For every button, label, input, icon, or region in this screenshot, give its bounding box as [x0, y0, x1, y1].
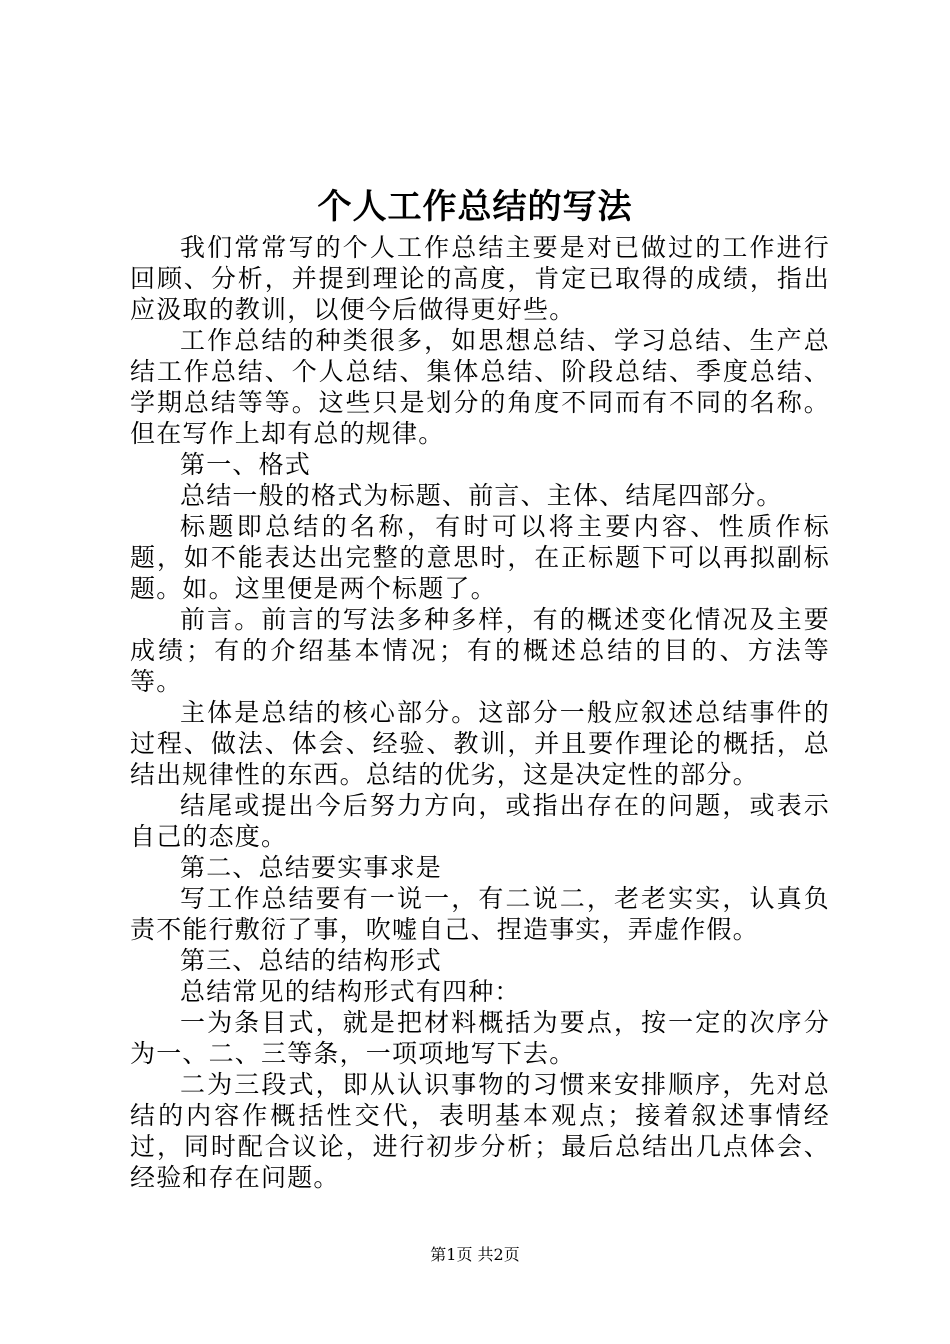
section-heading: 第一、格式: [180, 450, 312, 479]
paragraph: 一为条目式，就是把材料概括为要点，按一定的次序分为一、二、三等条，一项项地写下去。: [130, 1008, 830, 1068]
paragraph: 我们常常写的个人工作总结主要是对已做过的工作进行回顾、分析，并提到理论的高度，肯定已取得的成绩，指出应汲取的教训，以便今后做得更好些。: [130, 233, 830, 324]
paragraph: 工作总结的种类很多，如思想总结、学习总结、生产总结工作总结、个人总结、集体总结、阶段总结、季度总结、学期总结等等。这些只是划分的角度不同而有不同的名称。但在写作上却有总的规律。: [130, 326, 830, 448]
section-heading: 第二、总结要实事求是: [180, 853, 443, 882]
paragraph: 总结常见的结构形式有四种：: [180, 977, 521, 1006]
paragraph: 主体是总结的核心部分。这部分一般应叙述总结事件的过程、做法、体会、经验、教训，并且要作理论的概括，总结出规律性的东西。总结的优劣，这是决定性的部分。: [130, 698, 830, 789]
paragraph: 结尾或提出今后努力方向，或指出存在的问题，或表示自己的态度。: [130, 791, 830, 851]
paragraph: 前言。前言的写法多种多样，有的概述变化情况及主要成绩；有的介绍基本情况；有的概述总结的目的、方法等等。: [130, 605, 830, 696]
document-body: [130, 232, 830, 1193]
paragraph: 标题即总结的名称，有时可以将主要内容、性质作标题，如不能表达出完整的意思时，在正标题下可以再拟副标题。如。这里便是两个标题了。: [130, 512, 830, 603]
paragraph: 总结一般的格式为标题、前言、主体、结尾四部分。: [180, 481, 783, 510]
section-heading: 第三、总结的结构形式: [180, 946, 443, 975]
page-footer: 第1页 共2页: [430, 1245, 520, 1264]
paragraph: 二为三段式，即从认识事物的习惯来安排顺序，先对总结的内容作概括性交代，表明基本观点；接着叙述事情经过，同时配合议论，进行初步分析；最后总结出几点体会、经验和存在问题。: [130, 1070, 830, 1192]
document-title: 个人工作总结的写法: [317, 187, 633, 227]
paragraph: 写工作总结要有一说一，有二说二，老老实实，认真负责不能行敷衍了事，吹嘘自己、捏造事实，弄虚作假。: [130, 884, 830, 944]
